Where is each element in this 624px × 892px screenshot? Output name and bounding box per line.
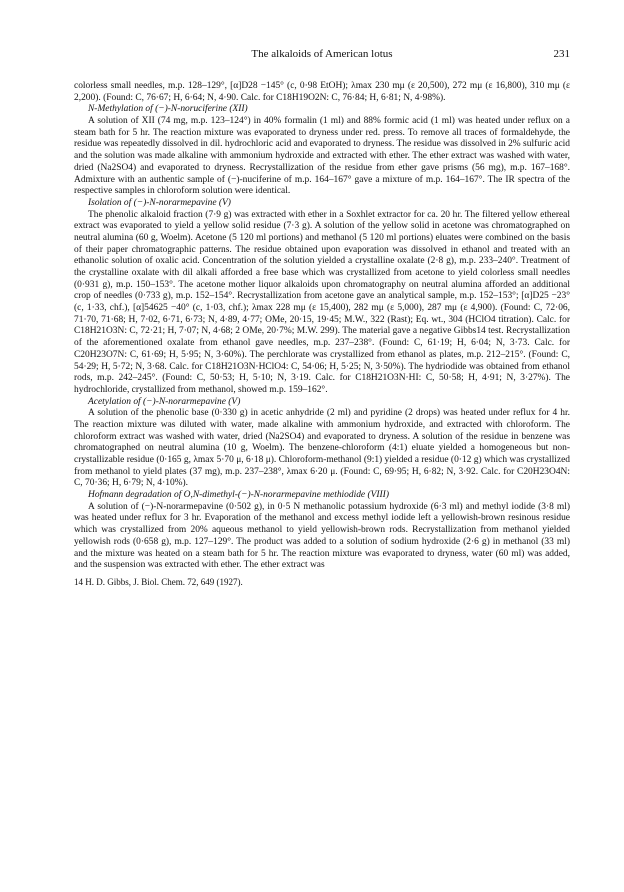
section-heading: Isolation of (−)-N-norarmepavine (V) (88, 197, 231, 208)
document-body (74, 81, 570, 588)
footnote: 14 H. D. Gibbs, J. Biol. Chem. 72, 649 (1927). (74, 576, 243, 587)
running-header (74, 48, 570, 64)
section-heading: N-Methylation of (−)-N-noruciferine (XII) (88, 104, 248, 115)
paragraph: A solution of XII (74 mg, m.p. 123–124°) in 40% formalin (1 ml) and 88% formic acid (1 ml) was heated under reflux on a steam bath for 5 hr. The reaction mixture was evaporated to dryness under red. press. To remove all traces of formaldehyde, the residue was repeatedly dissolved in dil. hydrochloric acid and evaporated to dryness. The residue was dissolved in 2% sulfuric acid and the solution was made alkaline with ammonium hydroxide and extracted with ether. The ether extract was washed with water, dried (Na2SO4) and evaporated to dryness. Recrystallization of the residue from ether gave prisms (56 mg), m.p. 167–168°. Admixture with an authentic sample of (−)-nuciferine of m.p. 164–167° gave a mixture of m.p. 164–167°. The IR spectra of the respective samples in chloroform solution were identical. (74, 116, 570, 197)
paragraph: A solution of (−)-N-norarmepavine (0·502 g), in 0·5 N methanolic potassium hydroxide (6·3 ml) and methyl iodide (3·8 ml) was heated under reflux for 3 hr. Evaporation of the methanol and excess methyl iodide left a yellowish-brown resinous residue which was crystallized from 20% aqueous methanol to yield yellowish-brown rods. Recrystallization from methanol yielded yellowish rods (0·658 g), m.p. 127–129°. The product was added to a solution of sodium hydroxide (2·6 g) in methanol (33 ml) and the mixture was heated on a steam bath for 5 hr. The reaction mixture was evaporated to dryness, water (60 ml) was added, and the suspension was extracted with ether. The ether extract was (74, 501, 570, 571)
section-heading: Acetylation of (−)-N-norarmepavine (V) (88, 396, 241, 407)
section-heading: Hofmann degradation of O,N-dimethyl-(−)-N-norarmepavine methiodide (VIII) (88, 490, 389, 501)
paragraph: colorless small needles, m.p. 128–129°, [α]D28 −145° (c, 0·98 EtOH); λmax 230 mμ (ε 20,500), 272 mμ (ε 16,800), 310 mμ (ε 2,200). (Found: C, 76·67; H, 6·64; N, 4·90. Calc. for C18H19O2N: C, 76·84; H, 6·81; N, 4·98%). (74, 81, 570, 103)
running-title: The alkaloids of American lotus (251, 48, 393, 60)
page-number: 231 (553, 48, 570, 60)
paragraph: The phenolic alkaloid fraction (7·9 g) was extracted with ether in a Soxhlet extractor for ca. 20 hr. The filtered yellow ethereal extract was evaporated to yield a yellow solid residue (7·3 g). A solution of the yellow solid in acetone was chromatographed on neutral alumina (60 g, Woelm). Acetone (5 120 ml portions) and methanol (5 120 ml portions) eluates were combined on the basis of their paper chromatographic patterns. The residue obtained upon evaporation was dissolved in ethanol and treated with an ethanolic solution of oxalic acid. Concentration of the solution yielded a crystalline oxalate (2·8 g), m.p. 233–240°. Treatment of the crystalline oxalate with dil alkali afforded a free base which was crystallized from acetone to yield colorless small needles (0·931 g), m.p. 150–153°. The acetone mother liquor alkaloids upon chromatography on neutral alumina afforded an additional crop of needles (0·733 g), m.p. 152–154°. Recrystallization from acetone gave an analytical sample, m.p. 152–153°; [α]D25 −23° (c, 1·33, chf.), [α]54625 −40° (c, 1·03, chf.); λmax 228 mμ (ε 15,400), 282 mμ (ε 5,000), 287 mμ (ε 4,900). (Found: C, 72·06, 71·70, 71·68; H, 7·02, 6·71, 6·73; N, 4·89, 4·77; OMe, 20·15, 19·45; M.W., 322 (Rast); Eq. wt., 304 (HClO4 titration). Calc. for C18H21O3N: C, 72·21; H, 7·07; N, 4·68; 2 OMe, 20·7%; M.W. 299). The material gave a negative Gibbs14 test. Recrystallization of the aforementioned oxalate from ethanol gave needles, m.p. 237–238°. (Found: C, 61·19; H, 6·04; N, 3·73. Calc. for C20H23O7N: C, 61·69; H, 5·95; N, 3·60%). The perchlorate was crystallized from ethanol as plates, m.p. 212–215°. (Found: C, 54·29; H, 5·72; N, 3·68. Calc. for C18H21O3N·HClO4: C, 54·06; H, 5·25; N, 3·50%). The hydriodide was obtained from ethanol rods, m.p. 242–245°. (Found: C, 50·53; H, 5·10; N, 3·19. Calc. for C18H21O3N·HI: C, 50·58; H, 4·91; N, 3·27%). The hydrochloride, crystallized from methanol, showed m.p. 159–162°. (74, 209, 570, 395)
paragraph: A solution of the phenolic base (0·330 g) in acetic anhydride (2 ml) and pyridine (2 drops) was heated under reflux for 4 hr. The reaction mixture was diluted with water, made alkaline with ammonium hydroxide, and extracted with chloroform. The chloroform extract was washed with water, dried (Na2SO4) and evaporated to dryness. A solution of the residue in benzene was chromatographed on neutral alumina (10 g, Woelm). The benzene-chloroform (4:1) eluate yielded a homogeneous but non-crystallizable residue (0·165 g, λmax 5·70 μ, 6·18 μ). Chloroform-methanol (9:1) yielded a residue (0·12 g) which was crystallized from methanol to yield plates (37 mg), m.p. 237–238°, λmax 6·20 μ. (Found: C, 69·95; H, 6·82; N, 3·92. Calc. for C20H23O4N: C, 70·36; H, 6·79; N, 4·10%). (74, 408, 570, 489)
document-page (74, 48, 570, 588)
